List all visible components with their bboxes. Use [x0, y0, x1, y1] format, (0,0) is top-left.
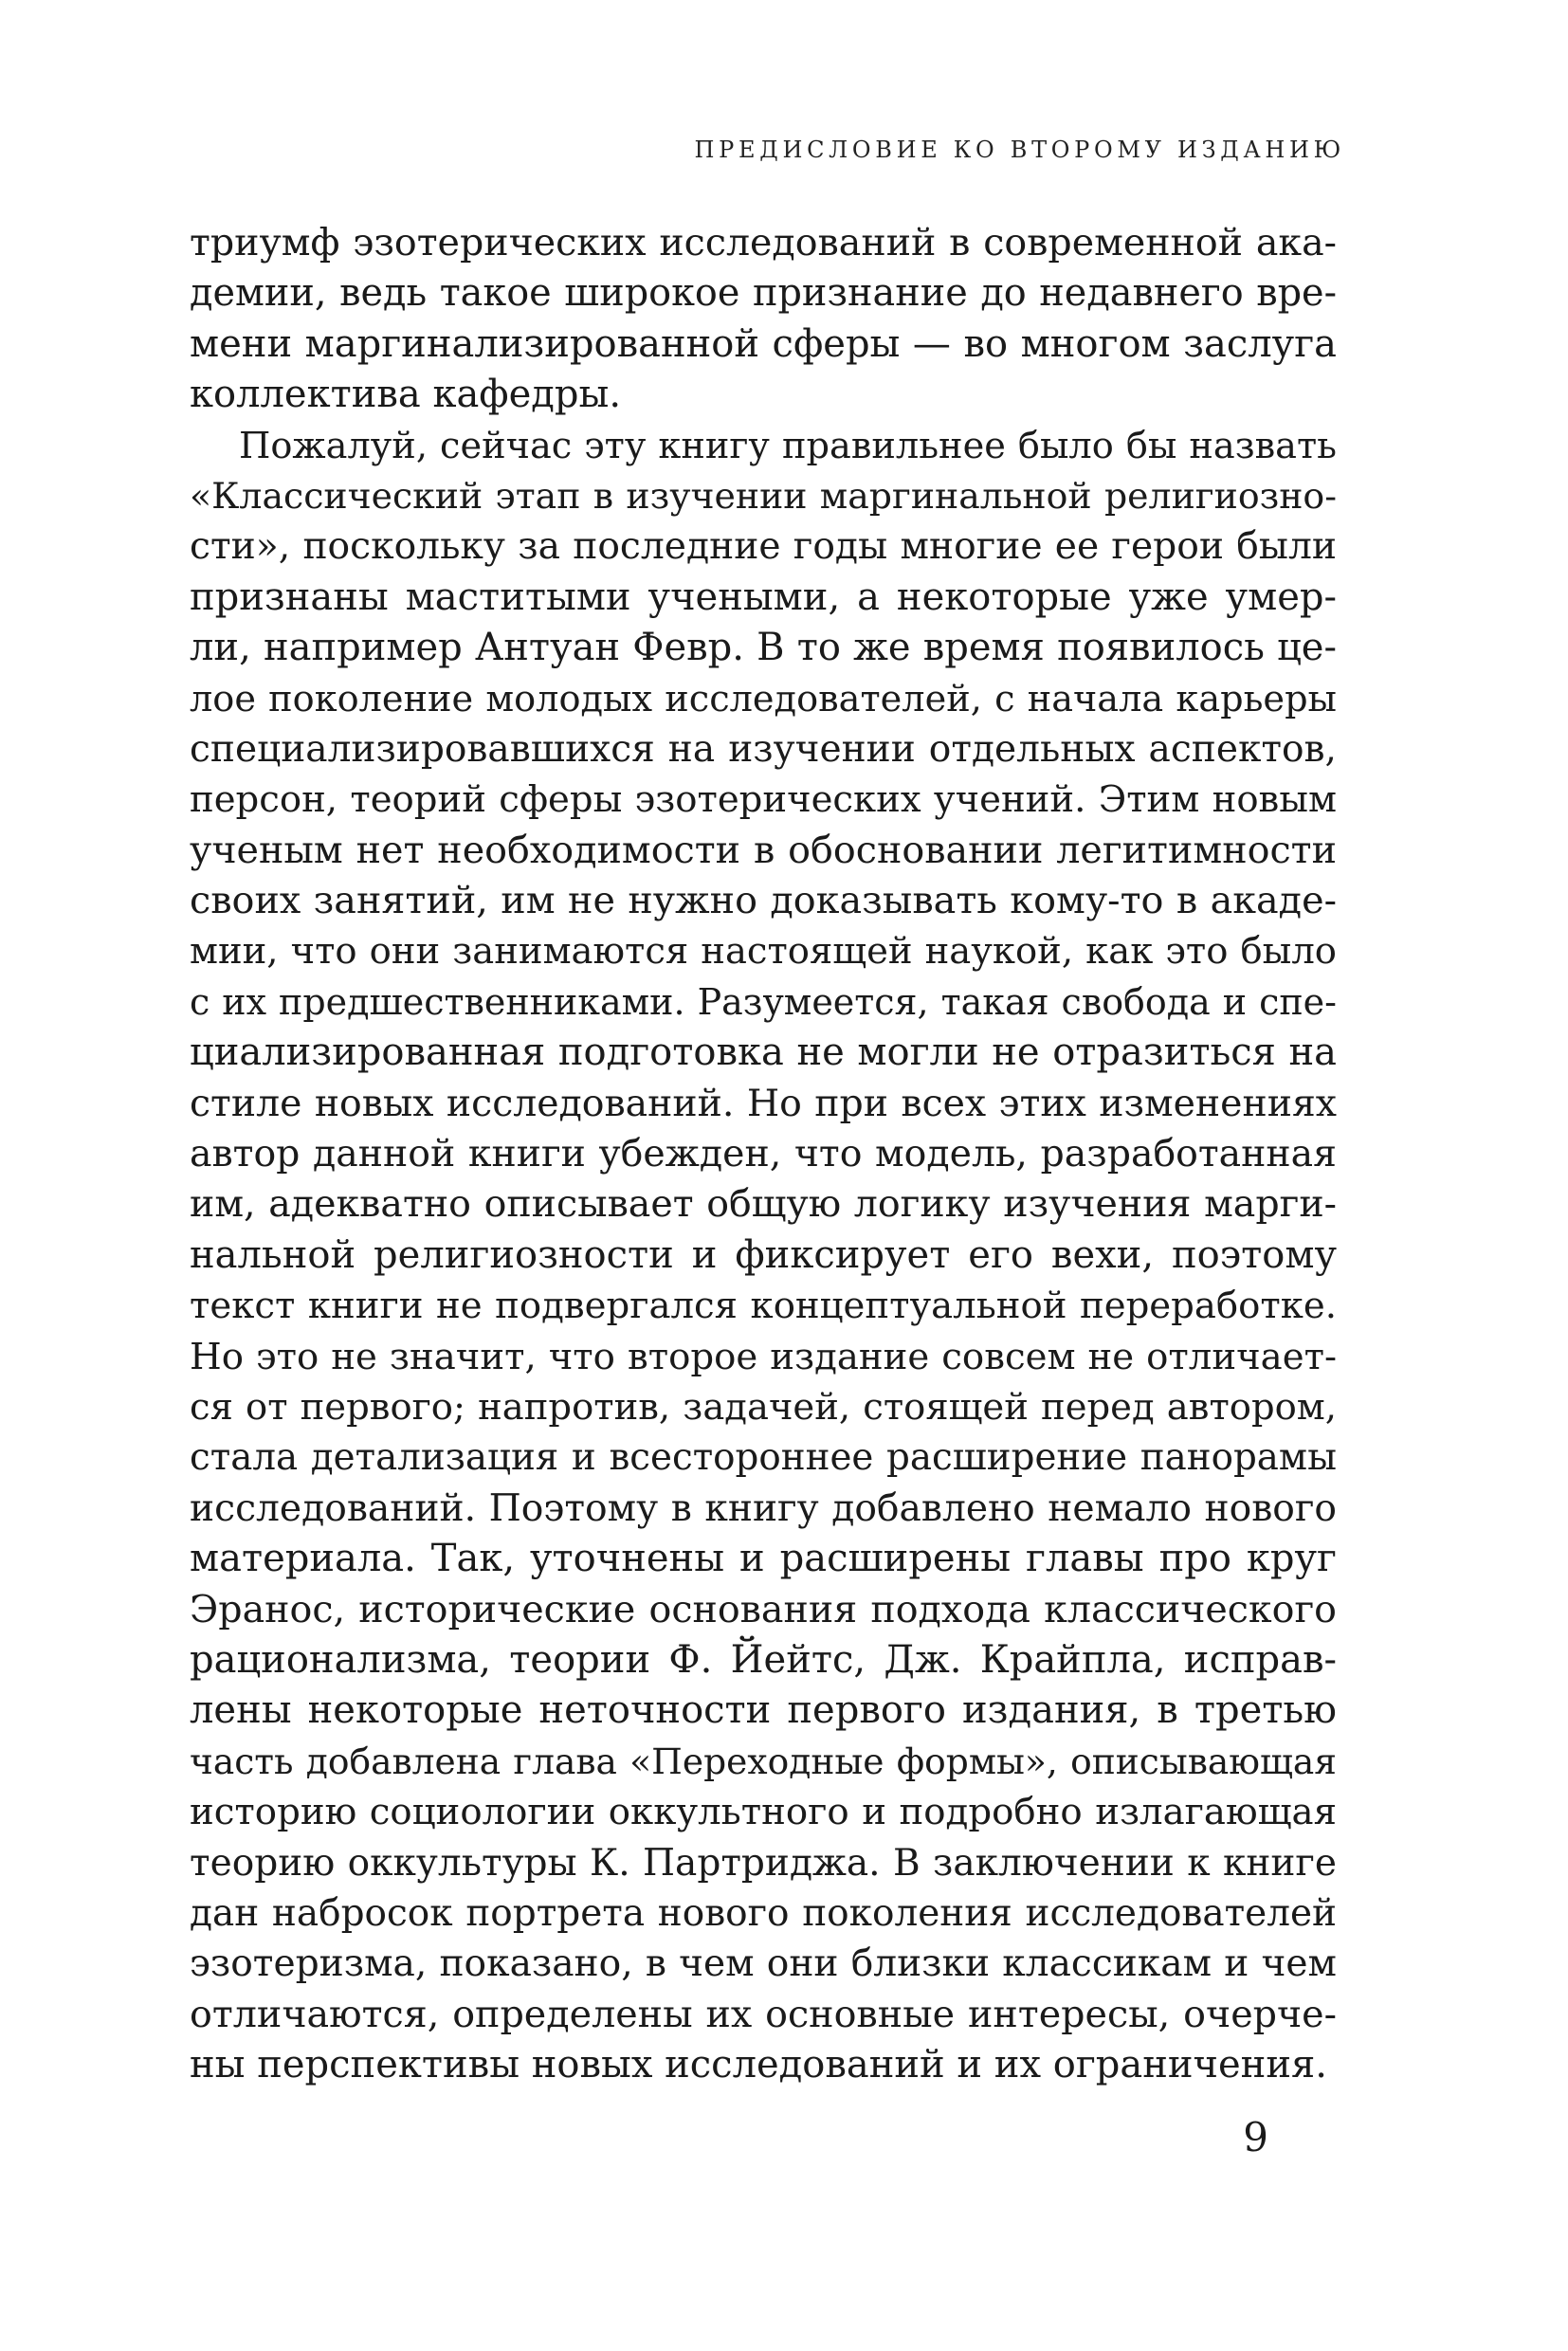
text-line: мии, что они занимаются настоящей наукой, как это было [190, 930, 1337, 974]
text-line: коллектива кафедры. [190, 373, 622, 417]
text-line: рационализма, теории Ф. Йейтс, Дж. Крайпла, исправ- [190, 1637, 1337, 1682]
text-line: «Классический этап в изучении маргинальной религиозно- [190, 474, 1337, 517]
text-line: материала. Так, уточнены и расширены главы про круг [190, 1537, 1337, 1581]
text-line: демии, ведь такое широкое признание до недавнего вре- [190, 271, 1337, 316]
text-line: часть добавлена глава «Переходные формы», описывающая [190, 1740, 1337, 1782]
text-line: историю социологии оккультного и подробно излагающая [190, 1791, 1337, 1834]
text-line: им, адекватно описывает общую логику изучения марги- [190, 1182, 1337, 1227]
text-line: Но это не значит, что второе издание совсем не отличает- [190, 1335, 1337, 1378]
text-line: мени маргинализированной сферы — во многом заслуга [190, 321, 1337, 366]
text-line: сти», поскольку за последние годы многие ее герои были [190, 525, 1337, 569]
text-line: стиле новых исследований. Но при всех этих изменениях [190, 1081, 1337, 1125]
text-line: персон, теорий сферы эзотерических учений. Этим новым [190, 778, 1337, 822]
text-line: ли, например Антуан Февр. В то же время появилось це- [190, 626, 1337, 670]
text-line: исследований. Поэтому в книгу добавлено немало нового [190, 1486, 1337, 1530]
text-line: ны перспективы новых исследований и их ограничения. [190, 2043, 1327, 2087]
text-line: признаны маститыми учеными, а некоторые уже умер- [190, 574, 1337, 619]
text-line: теорию оккультуры К. Партриджа. В заключении к книге [190, 1841, 1337, 1885]
text-line: Эранос, исторические основания подхода классического [190, 1587, 1337, 1631]
paragraph [190, 421, 1337, 2091]
paragraph [190, 218, 1337, 421]
text-line: нальной религиозности и фиксирует его вехи, поэтому [190, 1232, 1337, 1277]
text-line: текст книги не подвергался концептуальной переработке. [190, 1285, 1337, 1328]
text-line: отличаются, определены их основные интересы, очерче- [190, 1992, 1337, 2036]
text-line: Пожалуй, сейчас эту книгу правильнее было бы назвать [239, 424, 1337, 467]
text-line: эзотеризма, показано, в чем они близки классикам и чем [190, 1942, 1337, 1986]
text-line: лое поколение молодых исследователей, с начала карьеры [190, 677, 1337, 720]
text-line: дан набросок портрета нового поколения исследователей [190, 1891, 1337, 1935]
text-line: своих занятий, им не нужно доказывать кому-то в акаде- [190, 879, 1337, 923]
text-line: специализировавшихся на изучении отдельных аспектов, [190, 727, 1337, 771]
text-line: с их предшественниками. Разумеется, такая свобода и спе- [190, 980, 1337, 1023]
text-line: ученым нет необходимости в обосновании легитимности [190, 828, 1337, 872]
page-number: 9 [1243, 2114, 1268, 2160]
text-line: ся от первого; напротив, задачей, стоящей перед автором, [190, 1385, 1337, 1429]
text-line: циализированная подготовка не могли не отразиться на [190, 1030, 1337, 1075]
text-line: стала детализация и всестороннее расширение панорамы [190, 1436, 1337, 1480]
text-line: лены некоторые неточности первого издания, в третью [190, 1688, 1337, 1733]
running-head: ПРЕДИСЛОВИЕ КО ВТОРОМУ ИЗДАНИЮ [694, 137, 1345, 163]
text-line: триумф эзотерических исследований в современной ака- [190, 221, 1337, 264]
body-text [190, 218, 1337, 2090]
text-line: автор данной книги убежден, что модель, разработанная [190, 1132, 1337, 1176]
